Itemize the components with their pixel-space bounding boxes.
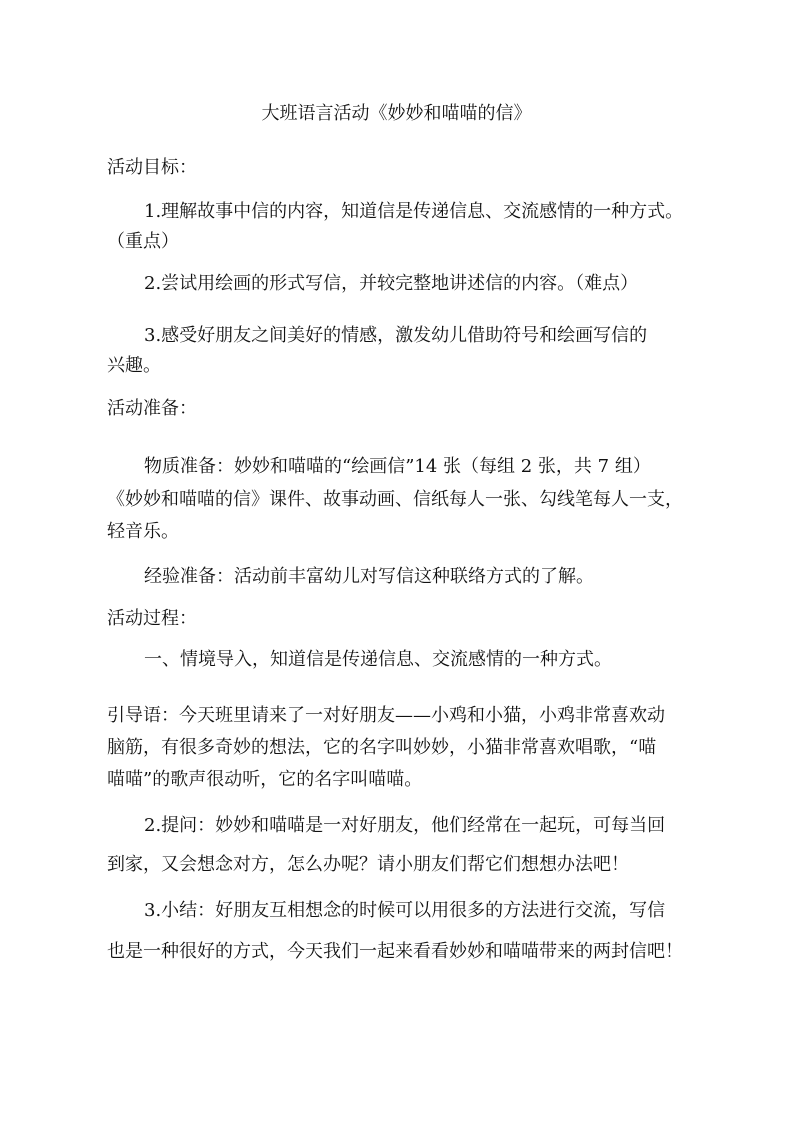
summary-line-2: 也是一种很好的方式，今天我们一起来看看妙妙和喵喵带来的两封信吧！ [107,941,683,962]
process-heading: 活动过程： [107,608,197,629]
experience-prep: 经验准备：活动前丰富幼儿对写信这种联络方式的了解。 [144,566,594,587]
goal-2: 2.尝试用绘画的形式写信，并较完整地讲述信的内容。（难点） [144,273,639,294]
goals-heading: 活动目标： [107,157,197,178]
goal-3-line-1: 3.感受好朋友之间美好的情感，激发幼儿借助符号和绘画写信的 [144,325,648,346]
question-line-1: 2.提问：妙妙和喵喵是一对好朋友，他们经常在一起玩，可每当回 [144,815,666,836]
page-title: 大班语言活动《妙妙和喵喵的信》 [261,103,532,124]
goal-1-line-2: （重点） [107,231,179,252]
goal-3-line-2: 兴趣。 [107,355,161,376]
material-line-1: 物质准备：妙妙和喵喵的“绘画信”14 张（每组 2 张，共 7 组） [144,456,651,477]
step-1: 一、情境导入，知道信是传递信息、交流感情的一种方式。 [144,649,612,670]
preparation-heading: 活动准备： [107,398,197,419]
intro-line-3: 喵喵”的歌声很动听，它的名字叫喵喵。 [107,769,423,790]
intro-line-2: 脑筋，有很多奇妙的想法，它的名字叫妙妙，小猫非常喜欢唱歌，“喵 [107,737,657,758]
material-line-3: 轻音乐。 [107,521,179,542]
question-line-2: 到家，又会想念对方，怎么办呢？请小朋友们帮它们想想办法吧！ [107,854,629,875]
intro-line-1: 引导语：今天班里请来了一对好朋友——小鸡和小猫，小鸡非常喜欢动 [107,705,665,726]
summary-line-1: 3.小结：好朋友互相想念的时候可以用很多的方法进行交流，写信 [144,900,666,921]
material-line-2: 《妙妙和喵喵的信》课件、故事动画、信纸每人一张、勾线笔每人一支， [107,489,683,510]
goal-1-line-1: 1.理解故事中信的内容，知道信是传递信息、交流感情的一种方式。 [144,201,684,222]
